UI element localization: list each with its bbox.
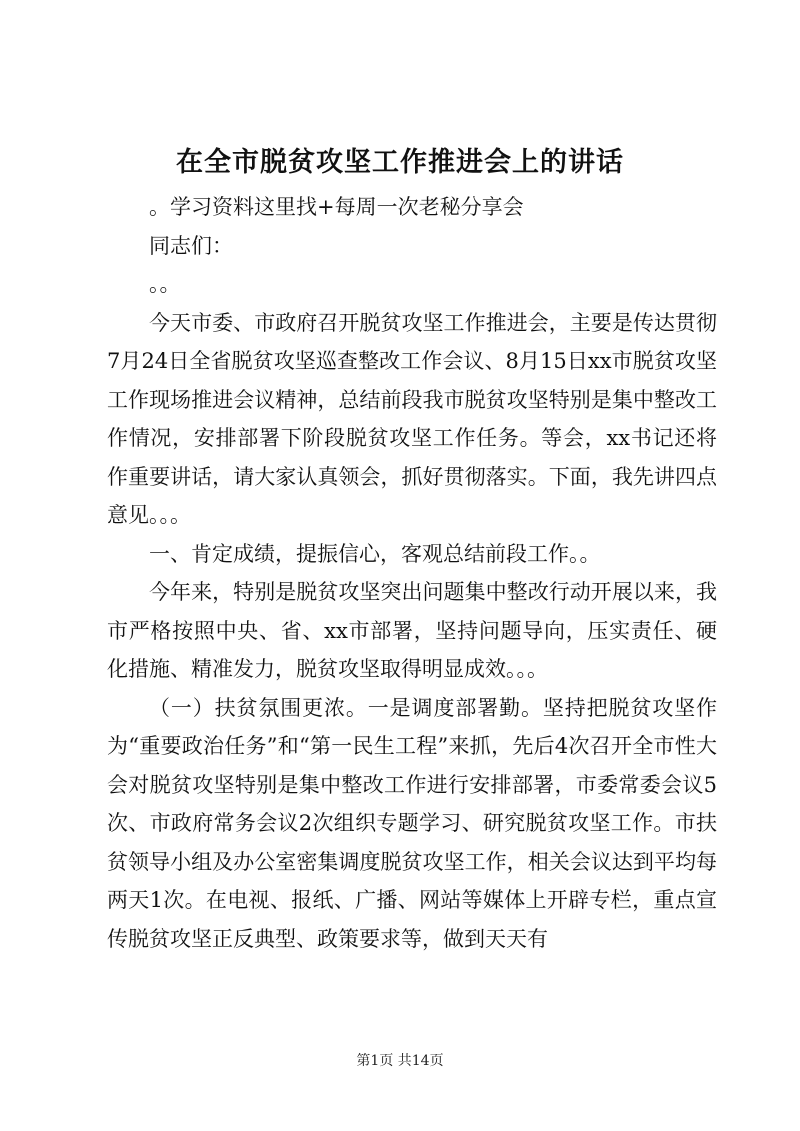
document-title: 在全市脱贫攻坚工作推进会上的讲话 bbox=[176, 147, 624, 178]
document-body bbox=[107, 188, 717, 958]
paragraph-summary: 今年来，特别是脱贫攻坚突出问题集中整改行动开展以来，我市严格按照中央、省、xx市部署，坚持问题导向，压实责任、硬化措施、精准发力，脱贫攻坚取得明显成效。。。 bbox=[107, 580, 717, 681]
paragraph-salutation: 同志们： bbox=[149, 233, 233, 258]
section-heading-1: 一、肯定成绩，提振信心，客观总结前段工作。。 bbox=[149, 541, 601, 566]
page-footer: 第1页 共14页 bbox=[356, 1053, 444, 1069]
paragraph-marks: 。。 bbox=[149, 272, 181, 296]
paragraph-subsection-1: （一）扶贫氛围更浓。一是调度部署勤。坚持把脱贫攻坚作为“重要政治任务”和“第一民生工程”来抓，先后4次召开全市性大会对脱贫攻坚特别是集中整改工作进行安排部署，市委常委会议5次、市政府常务会议2次组织专题学习、研究脱贫攻坚工作。市扶贫领导小组及办公室密集调度脱贫攻坚工作，相关会议达到平均每两天1次。在电视、报纸、广播、网站等媒体上开辟专栏，重点宣传脱贫攻坚正反典型、政策要求等，做到天天有 bbox=[107, 695, 717, 951]
paragraph-intro: 今天市委、市政府召开脱贫攻坚工作推进会，主要是传达贯彻7月24日全省脱贫攻坚巡查整改工作会议、8月15日xx市脱贫攻坚工作现场推进会议精神，总结前段我市脱贫攻坚特别是集中整改工作情况，安排部署下阶段脱贫攻坚工作任务。等会，xx书记还将作重要讲话，请大家认真领会，抓好贯彻落实。下面，我先讲四点意见。。。 bbox=[107, 310, 717, 527]
paragraph-header-note: 。学习资料这里找+每周一次老秘分享会 bbox=[149, 195, 524, 219]
